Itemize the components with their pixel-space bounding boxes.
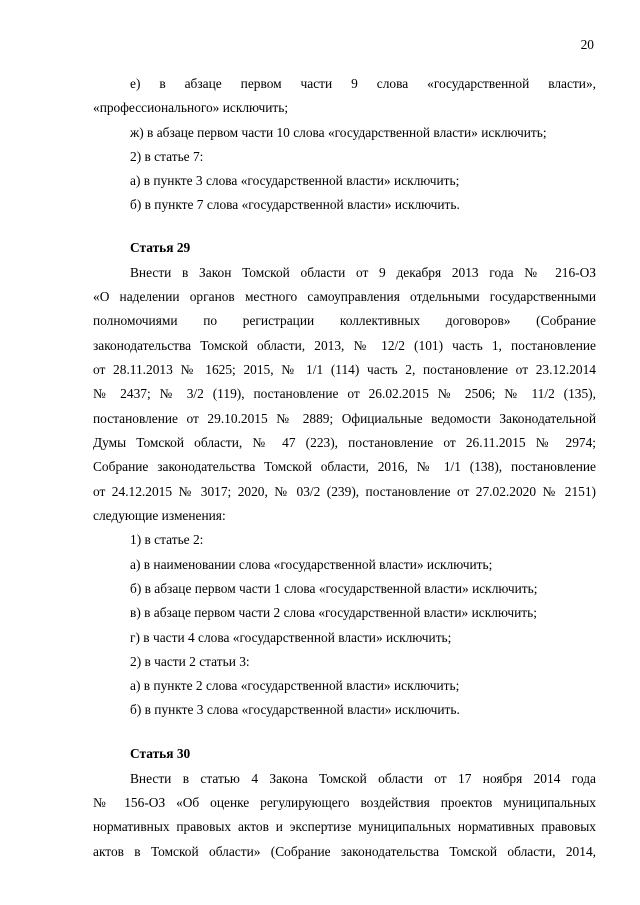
page-number: 20 xyxy=(580,37,594,52)
list-item: г) в части 4 слова «государственной власти» исключить; xyxy=(130,630,452,645)
text-line: «профессионального» исключить; xyxy=(93,100,289,115)
paragraph-line: актов в Томской области» (Собрание законодательства Томской области, 2014, xyxy=(93,844,596,859)
paragraph-line: следующие изменения: xyxy=(93,508,226,523)
list-item: б) в пункте 7 слова «государственной власти» исключить. xyxy=(130,197,460,212)
list-item: а) в пункте 3 слова «государственной власти» исключить; xyxy=(130,173,460,188)
list-item: а) в пункте 2 слова «государственной власти» исключить; xyxy=(130,678,460,693)
paragraph-line: Внести в Закон Томской области от 9 декабря 2013 года № 216-ОЗ xyxy=(130,265,596,280)
paragraph-line: от 28.11.2013 № 1625; 2015, № 1/1 (114) часть 2, постановление от 23.12.2014 xyxy=(93,362,596,377)
paragraph-line: полномочиями по регистрации коллективных договоров» (Собрание xyxy=(93,313,596,328)
paragraph-line: Собрание законодательства Томской области, 2016, № 1/1 (138), постановление xyxy=(93,459,596,474)
list-item: 2) в статье 7: xyxy=(130,149,204,164)
list-item: ж) в абзаце первом части 10 слова «государственной власти» исключить; xyxy=(130,125,547,140)
paragraph-line: Внести в статью 4 Закона Томской области от 17 ноября 2014 года xyxy=(130,771,596,786)
list-item: в) в абзаце первом части 2 слова «государственной власти» исключить; xyxy=(130,605,537,620)
article-30-heading: Статья 30 xyxy=(130,746,191,761)
paragraph-line: постановление от 29.10.2015 № 2889; Официальные ведомости Законодательной xyxy=(93,411,596,426)
list-item: 1) в статье 2: xyxy=(130,532,204,547)
paragraph-line: Думы Томской области, № 47 (223), постановление от 26.11.2015 № 2974; xyxy=(93,435,596,450)
paragraph-line: № 156-ОЗ «Об оценке регулирующего воздействия проектов муниципальных xyxy=(93,795,596,810)
list-item: а) в наименовании слова «государственной власти» исключить; xyxy=(130,557,493,572)
article-29-heading: Статья 29 xyxy=(130,240,191,255)
paragraph-line: от 24.12.2015 № 3017; 2020, № 03/2 (239), постановление от 27.02.2020 № 2151) xyxy=(93,484,596,499)
paragraph-line: № 2437; № 3/2 (119), постановление от 26.02.2015 № 2506; № 11/2 (135), xyxy=(93,386,596,401)
list-item: б) в абзаце первом части 1 слова «государственной власти» исключить; xyxy=(130,581,538,596)
list-item: 2) в части 2 статьи 3: xyxy=(130,654,250,669)
list-item: б) в пункте 3 слова «государственной власти» исключить. xyxy=(130,702,460,717)
text-line: е) в абзаце первом части 9 слова «государственной власти», xyxy=(130,76,596,91)
paragraph-line: нормативных правовых актов и экспертизе муниципальных нормативных правовых xyxy=(93,819,596,834)
paragraph-line: законодательства Томской области, 2013, № 12/2 (101) часть 1, постановление xyxy=(93,338,596,353)
paragraph-line: «О наделении органов местного самоуправления отдельными государственными xyxy=(93,289,596,304)
